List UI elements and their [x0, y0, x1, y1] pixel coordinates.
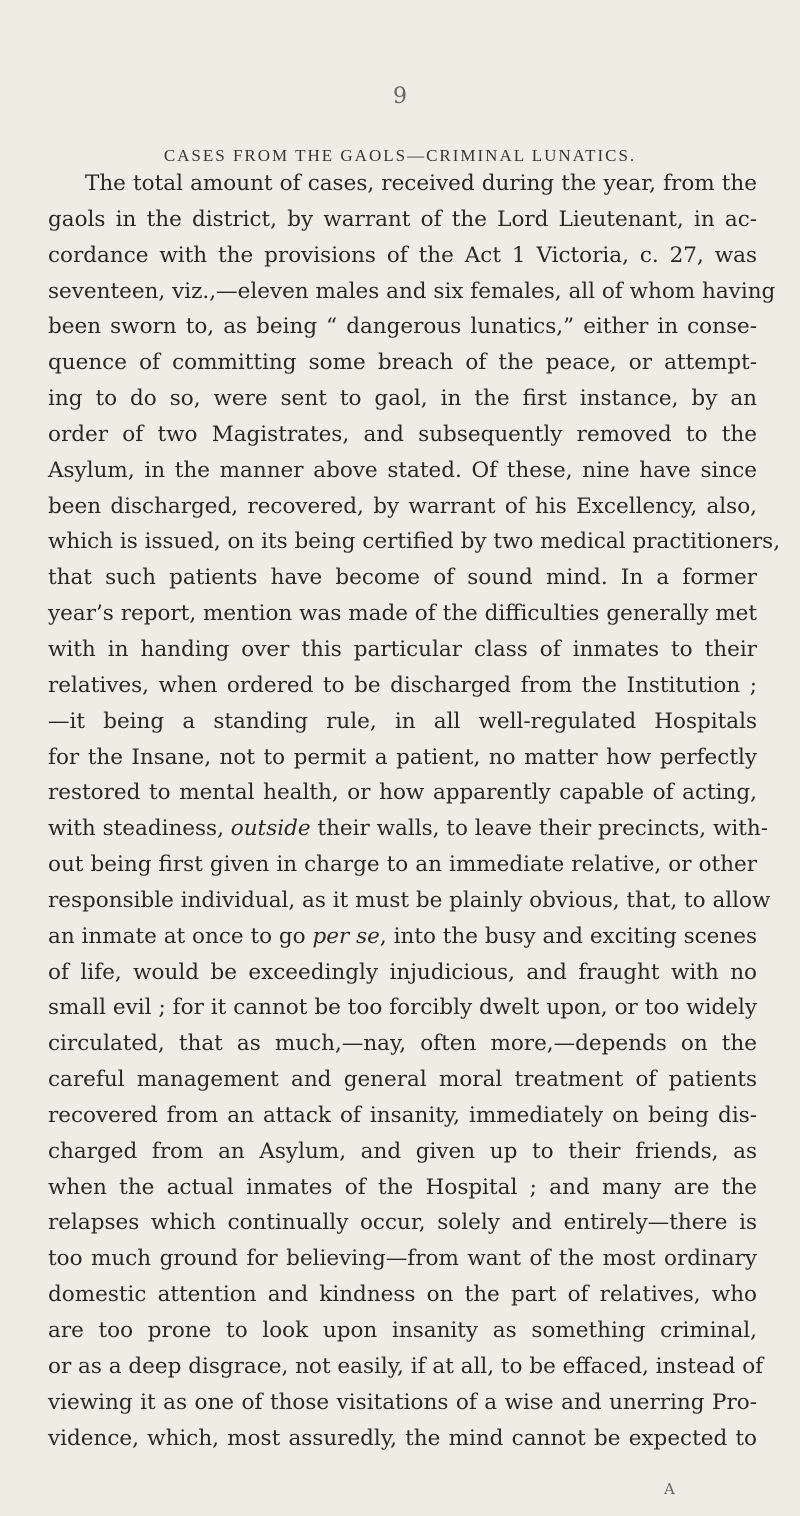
text-line [48, 524, 781, 560]
text-segment: an inmate at once to go [48, 923, 313, 949]
text-line [48, 453, 757, 489]
text-segment: Asylum, in the manner above stated. Of these, nine have since [48, 457, 757, 483]
text-segment: are too prone to look upon insanity as something criminal, [48, 1318, 757, 1343]
text-line [48, 381, 757, 417]
body-text [48, 166, 781, 1456]
text-line [48, 1134, 757, 1170]
text-segment: for the Insane, not to permit a patient, no matter how perfectly [48, 744, 757, 770]
text-segment: out being first given in charge to an immediate relative, or other [48, 852, 757, 878]
text-line [48, 1385, 757, 1421]
text-segment: vidence, which, most assuredly, the mind cannot be expected to [48, 1425, 757, 1451]
text-segment: restored to mental health, or how apparently capable of acting, [48, 780, 757, 806]
text-segment: of life, would be exceedingly injudicious, and fraught with no [48, 959, 757, 985]
text-segment: that such patients have become of sound mind. In a former [48, 565, 757, 591]
page-number: 9 [393, 84, 407, 109]
text-line [48, 202, 757, 238]
text-segment: been sworn to, as being “ dangerous lunatics,” either in conse- [48, 314, 757, 340]
text-segment: gaols in the district, by warrant of the Lord Lieutenant, in ac- [48, 206, 757, 232]
text-line [48, 1421, 757, 1457]
text-segment: their walls, to leave their precincts, with- [310, 816, 768, 842]
text-line [48, 309, 757, 345]
text-line [48, 596, 757, 632]
text-segment: domestic attention and kindness on the part of relatives, who [48, 1282, 757, 1308]
text-segment: relatives, when ordered to be discharged from the Institution ; [48, 672, 757, 698]
italic-phrase: outside [230, 816, 311, 842]
text-segment: or as a deep disgrace, not easily, if at all, to be effaced, instead of [48, 1353, 764, 1379]
text-segment: which is issued, on its being certified by two medical practitioners, [48, 529, 781, 555]
running-heading: CASES FROM THE GAOLS—CRIMINAL LUNATICS. [163, 146, 637, 165]
text-line [48, 1349, 764, 1385]
text-line [48, 883, 771, 919]
text-segment: with in handing over this particular class of inmates to their [48, 636, 757, 662]
text-line [48, 632, 757, 668]
text-segment: been discharged, recovered, by warrant of his Excellency, also, [48, 493, 757, 519]
text-line [48, 704, 757, 740]
text-line [48, 1277, 757, 1313]
text-segment: order of two Magistrates, and subsequently removed to the [48, 421, 757, 447]
text-segment: relapses which continually occur, solely and entirely—there is [48, 1210, 757, 1236]
text-line [48, 345, 757, 381]
text-line [48, 955, 757, 991]
text-line [48, 1313, 757, 1349]
text-line [48, 668, 757, 704]
text-line [48, 1170, 757, 1206]
text-segment: when the actual inmates of the Hospital ; and many are the [48, 1174, 757, 1200]
text-segment: quence of committing some breach of the peace, or attempt- [48, 350, 757, 376]
text-segment: small evil ; for it cannot be too forcibly dwelt upon, or too widely [48, 995, 757, 1021]
text-line [48, 775, 757, 811]
text-line [48, 417, 757, 453]
text-line [48, 847, 757, 883]
italic-phrase: per se [312, 923, 380, 949]
text-line [48, 238, 757, 274]
text-line [48, 489, 757, 525]
text-line [48, 1241, 757, 1277]
text-segment: too much ground for believing—from want of the most ordinary [48, 1246, 757, 1272]
text-line [48, 740, 757, 776]
text-segment: year’s report, mention was made of the difficulties generally met [48, 601, 757, 627]
text-line [48, 560, 757, 596]
catchword: A [664, 1480, 675, 1498]
text-segment: recovered from an attack of insanity, immediately on being dis- [48, 1102, 757, 1128]
text-segment: seventeen, viz.,—eleven males and six females, all of whom having [48, 278, 776, 304]
text-segment: The total amount of cases, received during the year, from the [85, 171, 757, 196]
text-line [48, 919, 757, 955]
text-line [48, 274, 776, 310]
text-segment: careful management and general moral treatment of patients [48, 1067, 757, 1093]
text-line [48, 811, 768, 847]
text-line [48, 1026, 757, 1062]
text-line [48, 1062, 757, 1098]
text-segment: with steadiness, [48, 816, 231, 842]
text-segment: responsible individual, as it must be plainly obvious, that, to allow [48, 887, 771, 913]
text-line [48, 1098, 757, 1134]
text-segment: viewing it as one of those visitations of a wise and unerring Pro- [48, 1389, 757, 1415]
text-segment: circulated, that as much,—nay, often more,—depends on the [48, 1031, 757, 1057]
text-line [48, 166, 757, 202]
text-segment: ing to do so, were sent to gaol, in the first instance, by an [48, 386, 757, 412]
text-segment: cordance with the provisions of the Act 1 Victoria, c. 27, was [48, 242, 757, 268]
text-segment: —it being a standing rule, in all well-regulated Hospitals [48, 708, 757, 734]
text-line [48, 990, 757, 1026]
text-segment: , into the busy and exciting scenes [379, 923, 757, 949]
text-line [48, 1205, 757, 1241]
text-segment: charged from an Asylum, and given up to their friends, as [48, 1138, 757, 1164]
